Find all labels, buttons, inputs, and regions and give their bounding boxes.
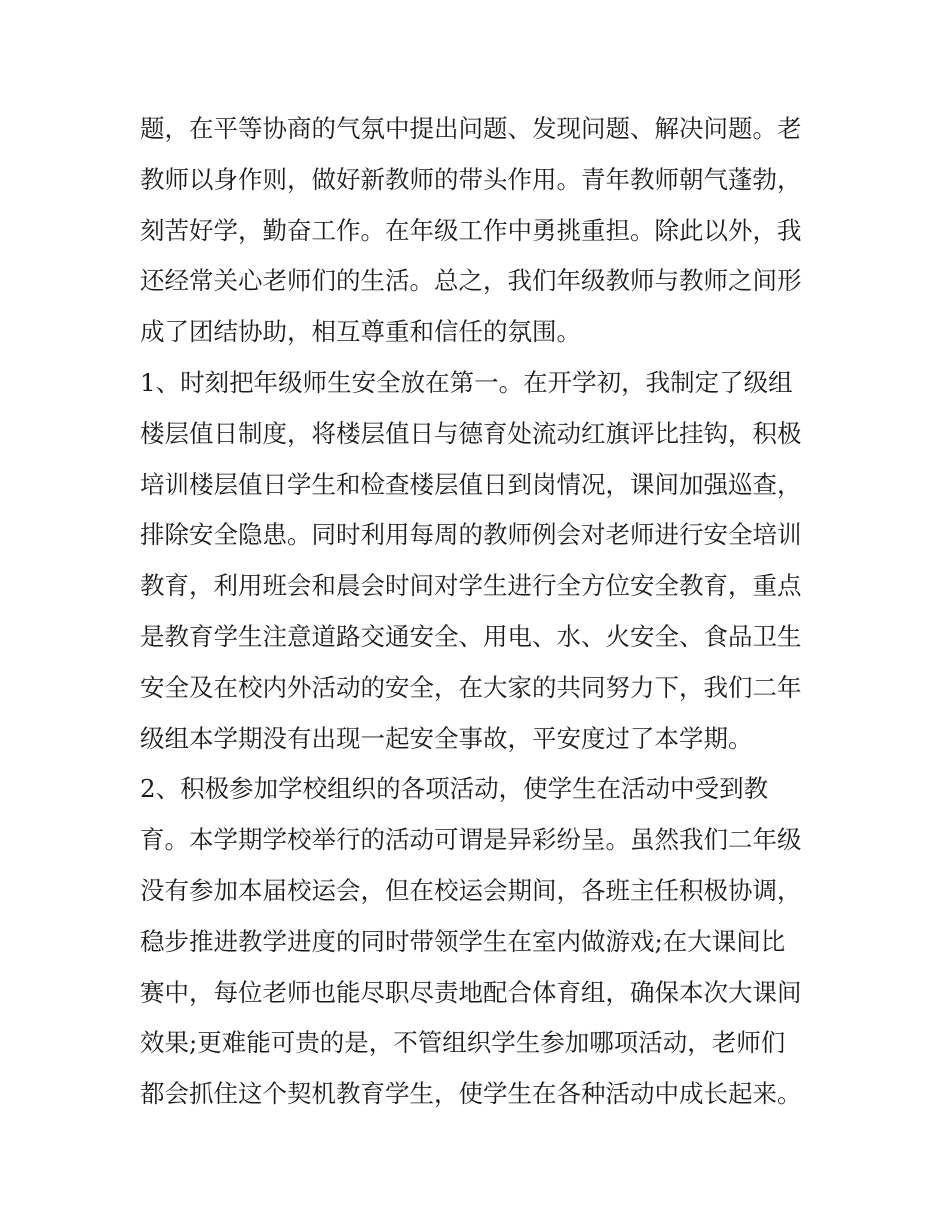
text-line: 排除安全隐患。同时利用每周的教师例会对老师进行安全培训 <box>140 520 802 550</box>
text-line: 教师以身作则，做好新教师的带头作用。青年教师朝气蓬勃， <box>140 164 802 194</box>
text-line: 还经常关心老师们的生活。总之，我们年级教师与教师之间形 <box>140 266 802 296</box>
text-line: 楼层值日制度，将楼层值日与德育处流动红旗评比挂钩，积极 <box>140 418 802 448</box>
text-line: 是教育学生注意道路交通安全、用电、水、火安全、食品卫生 <box>140 621 802 651</box>
text-line: 刻苦好学，勤奋工作。在年级工作中勇挑重担。除此以外，我 <box>140 215 802 245</box>
text-line: 稳步推进教学进度的同时带领学生在室内做游戏;在大课间比 <box>140 926 786 956</box>
text-line: 成了团结协助，相互尊重和信任的氛围。 <box>140 317 581 347</box>
text-line: 1、时刻把年级师生安全放在第一。在开学初，我制定了级组 <box>140 367 793 397</box>
text-line: 题，在平等协商的气氛中提出问题、发现问题、解决问题。老 <box>140 114 802 143</box>
text-line: 级组本学期没有出现一起安全事故，平安度过了本学期。 <box>140 723 753 753</box>
text-line: 教育，利用班会和晨会时间对学生进行全方位安全教育，重点 <box>140 571 802 601</box>
text-line: 育。本学期学校举行的活动可谓是异彩纷呈。虽然我们二年级 <box>140 825 802 855</box>
text-line: 安全及在校内外活动的安全，在大家的共同努力下，我们二年 <box>140 672 802 702</box>
text-line: 都会抓住这个契机教育学生，使学生在各种活动中成长起来。 <box>140 1079 802 1109</box>
body-text <box>140 104 820 1120</box>
text-line: 2、积极参加学校组织的各项活动，使学生在活动中受到教 <box>140 774 769 804</box>
text-line: 没有参加本届校运会，但在校运会期间，各班主任积极协调， <box>140 875 802 905</box>
text-line: 赛中，每位老师也能尽职尽责地配合体育组，确保本次大课间 <box>140 977 802 1007</box>
text-line: 效果;更难能可贵的是，不管组织学生参加哪项活动，老师们 <box>140 1028 786 1058</box>
text-line: 培训楼层值日学生和检查楼层值日到岗情况，课间加强巡查， <box>140 469 802 499</box>
